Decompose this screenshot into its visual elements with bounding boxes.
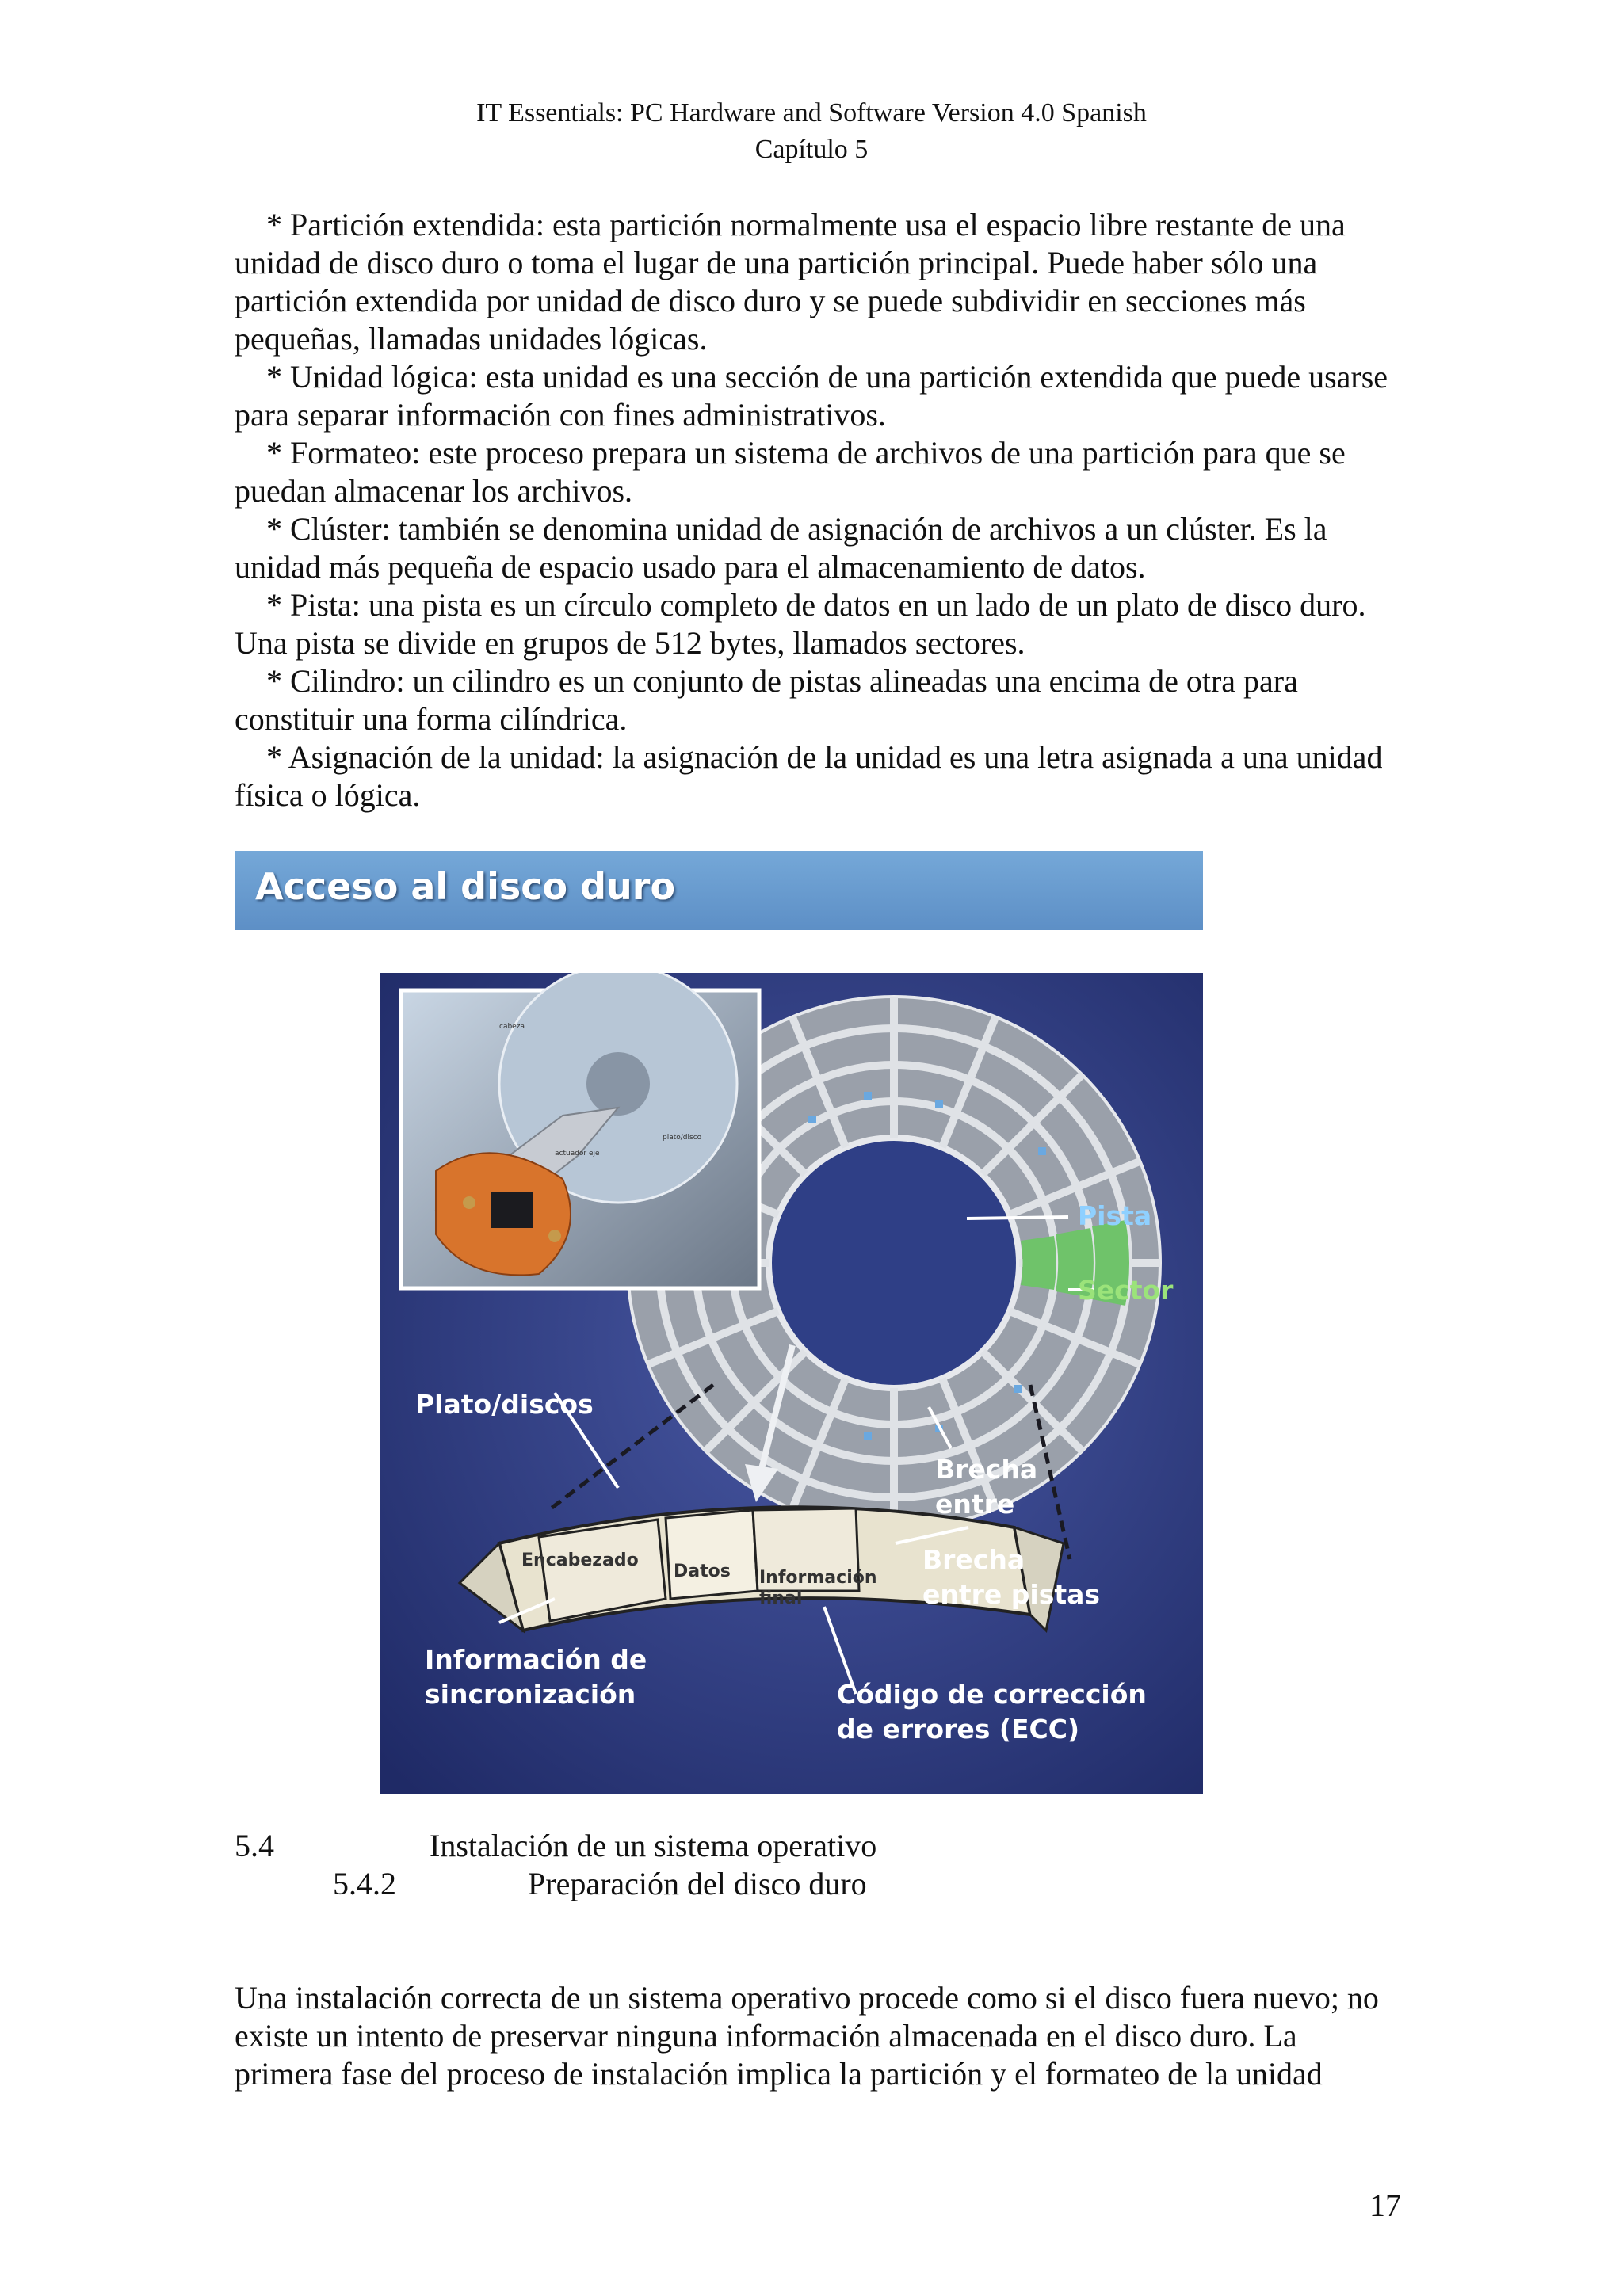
figure-banner (235, 851, 1203, 930)
label-ecc-2: de errores (ECC) (837, 1714, 1080, 1745)
definition-logical-drive: * Unidad lógica: esta unidad es una sección de una partición extendida que puede usarse para separar información con fines administrativos. (235, 359, 1388, 433)
definition-formatting: * Formateo: este proceso prepara un sistema de archivos de una partición para que se puedan almacenar los archivos. (235, 435, 1346, 509)
definition-cluster: * Clúster: también se denomina unidad de asignación de archivos a un clúster. Es la unidad más pequeña de espacio usado para el almacenamiento de datos. (235, 511, 1327, 585)
figure-banner-title: Acceso al disco duro (255, 865, 676, 908)
label-sector: Sector (1078, 1275, 1174, 1306)
segment-data: Datos (674, 1562, 731, 1581)
section-title-5-4-2: Preparación del disco duro (528, 1866, 867, 1901)
definition-track: * Pista: una pista es un círculo completo de datos en un lado de un plato de disco duro. Una pista se divide en grupos de 512 bytes, llamados sectores. (235, 587, 1366, 661)
label-sync-info-2: sincronización (425, 1679, 636, 1710)
label-ecc-1: Código de corrección (837, 1679, 1147, 1710)
photo-tag-platter: plato/disco (663, 1134, 702, 1142)
header-title: IT Essentials: PC Hardware and Software Version 4.0 Spanish (476, 98, 1147, 128)
label-platter: Plato/discos (415, 1389, 594, 1420)
photo-tag-actuator: actuador eje (555, 1150, 600, 1158)
hard-disk-figure (380, 973, 1203, 1794)
definitions-list (235, 206, 1400, 814)
segment-trailer-2: final (759, 1589, 803, 1608)
label-track: Pista (1078, 1200, 1152, 1231)
sector-highlight-inner (1021, 1236, 1056, 1290)
section-title-5-4: Instalación de un sistema operativo (430, 1828, 877, 1863)
section-number-5-4-2: 5.4.2 (333, 1866, 396, 1901)
definition-extended-partition: * Partición extendida: esta partición normalmente usa el espacio libre restante de una unidad de disco duro o toma el lugar de una partición principal. Puede haber sólo una partición extendida por unidad de disco duro y se puede subdividir en secciones más pequeñas, llamadas unidades lógicas. (235, 207, 1346, 357)
label-sync-info-1: Información de (425, 1644, 647, 1675)
hard-disk-diagram (380, 973, 1203, 1794)
drive-photo-inset (401, 973, 759, 1288)
label-gap-1: Brecha (935, 1454, 1038, 1485)
segment-trailer-1: Información (759, 1568, 877, 1588)
section-number-5-4: 5.4 (235, 1828, 274, 1863)
header-chapter: Capítulo 5 (754, 135, 869, 164)
photo-tag-head: cabeza (499, 1023, 525, 1031)
label-intertrack-gap-1: Brecha (922, 1544, 1025, 1575)
label-intertrack-gap-2: entre pistas (922, 1579, 1101, 1610)
closing-paragraph: Una instalación correcta de un sistema operativo procede como si el disco fuera nuevo; no existe un intento de preservar ninguna información almacenada en el disco duro. La primera fase del proceso de instalación implica la partición y el formateo de la unidad (235, 1980, 1379, 2092)
page-number: 17 (1369, 2187, 1401, 2223)
label-gap-2: entre (935, 1489, 1015, 1520)
definition-drive-mapping: * Asignación de la unidad: la asignación de la unidad es una letra asignada a una unidad física o lógica. (235, 739, 1383, 813)
segment-header: Encabezado (521, 1550, 639, 1570)
definition-cylinder: * Cilindro: un cilindro es un conjunto de pistas alineadas una encima de otra para constituir una forma cilíndrica. (235, 663, 1298, 737)
